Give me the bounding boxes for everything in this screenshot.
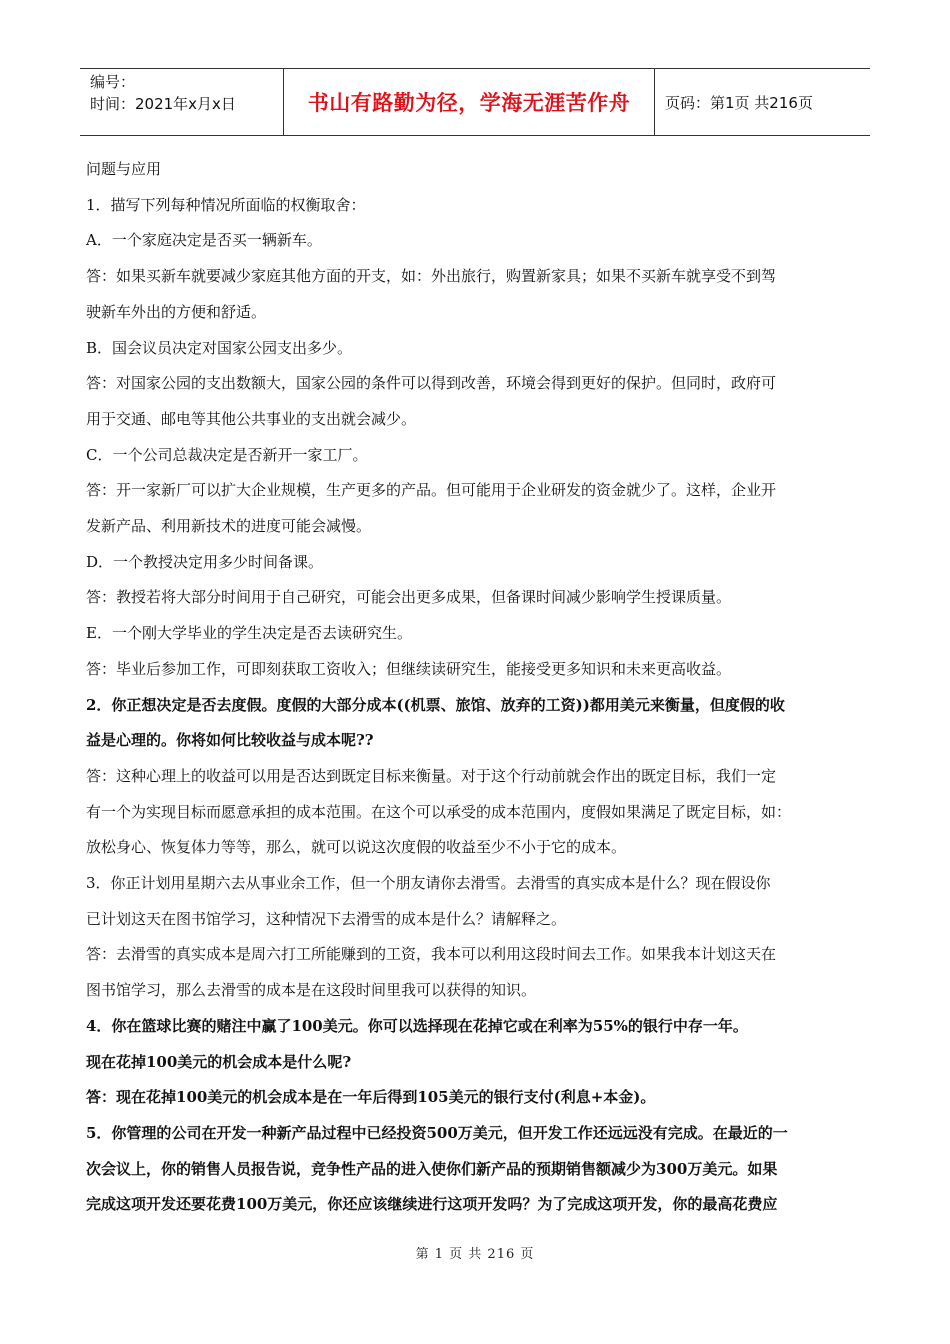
text-line: 答：对国家公园的支出数额大，国家公园的条件可以得到改善，环境会得到更好的保护。但同时，政府可 xyxy=(86,374,777,393)
text-line: 答：如果买新车就要减少家庭其他方面的开支，如：外出旅行，购置新家具；如果不买新车就享受不到驾 xyxy=(86,267,777,286)
number-label: 编号： xyxy=(90,73,136,91)
text-line: D．一个教授决定用多少时间备课。 xyxy=(86,552,324,571)
text-line: 用于交通、邮电等其他公共事业的支出就会减少。 xyxy=(86,409,417,428)
text-line: 答：开一家新厂可以扩大企业规模，生产更多的产品。但可能用于企业研发的资金就少了。这样，企业开 xyxy=(86,481,777,500)
motto-text: 书山有路勤为径，学海无涯苦作舟 xyxy=(307,91,631,115)
text-line: 图书馆学习，那么去滑雪的成本是在这段时间里我可以获得的知识。 xyxy=(86,981,537,1000)
document-body xyxy=(86,152,870,1223)
text-line: 有一个为实现目标而愿意承担的成本范围。在这个可以承受的成本范围内，度假如果满足了既定目标，如： xyxy=(86,802,792,821)
text-line: 4．你在篮球比赛的赌注中赢了100美元。你可以选择现在花掉它或在利率为55%的银行中存一年。 xyxy=(86,1016,748,1035)
text-line: 放松身心、恢复体力等等，那么，就可以说这次度假的收益至少不小于它的成本。 xyxy=(86,838,627,857)
page-info-text: 页码：第1页 共216页 xyxy=(665,93,813,112)
page-header xyxy=(80,68,870,136)
text-line: 现在花掉100美元的机会成本是什么呢? xyxy=(86,1052,352,1071)
text-line: 3．你正计划用星期六去从事业余工作，但一个朋友请你去滑雪。去滑雪的真实成本是什么？现在假设你 xyxy=(86,874,771,893)
text-line: 益是心理的。你将如何比较收益与成本呢?? xyxy=(86,731,374,750)
text-line: 答：教授若将大部分时间用于自己研究，可能会出更多成果，但备课时间减少影响学生授课质量。 xyxy=(86,588,732,607)
text-line: 答：去滑雪的真实成本是周六打工所能赚到的工资，我本可以利用这段时间去工作。如果我本计划这天在 xyxy=(86,945,777,964)
text-line: 1．描写下列每种情况所面临的权衡取舍： xyxy=(86,195,366,214)
text-line: 答：毕业后参加工作，可即刻获取工资收入；但继续读研究生，能接受更多知识和未来更高收益。 xyxy=(86,659,732,678)
header-page-info xyxy=(655,69,870,135)
text-line: 2．你正想决定是否去度假。度假的大部分成本((机票、旅馆、放弃的工资))都用美元来衡量，但度假的收 xyxy=(86,695,785,714)
text-line: 驶新车外出的方便和舒适。 xyxy=(86,302,267,321)
text-line: B．国会议员决定对国家公园支出多少。 xyxy=(86,338,353,357)
text-line: 完成这项开发还要花费100万美元，你还应该继续进行这项开发吗？为了完成这项开发，你的最高花费应 xyxy=(86,1195,778,1214)
text-line: A．一个家庭决定是否买一辆新车。 xyxy=(86,231,322,250)
text-line: E．一个刚大学毕业的学生决定是否去读研究生。 xyxy=(86,624,412,643)
text-line: 答：现在花掉100美元的机会成本是在一年后得到105美元的银行支付(利息+本金)。 xyxy=(86,1088,656,1107)
page-footer: 第 1 页 共 216 页 xyxy=(415,1247,535,1262)
header-meta xyxy=(80,69,283,135)
header-motto xyxy=(283,69,655,135)
text-line: 发新产品、利用新技术的进度可能会减慢。 xyxy=(86,517,372,536)
text-line: 答：这种心理上的收益可以用是否达到既定目标来衡量。对于这个行动前就会作出的既定目标，我们一定 xyxy=(86,766,777,785)
time-label: 时间：2021年x月x日 xyxy=(90,95,236,113)
text-line: 问题与应用 xyxy=(86,160,162,178)
text-line: 已计划这天在图书馆学习，这种情况下去滑雪的成本是什么？请解释之。 xyxy=(86,909,567,928)
text-line: 次会议上，你的销售人员报告说，竞争性产品的进入使你们新产品的预期销售额减少为300万美元。如果 xyxy=(86,1159,778,1178)
text-line: 5．你管理的公司在开发一种新产品过程中已经投资500万美元，但开发工作还远远没有完成。在最近的一 xyxy=(86,1123,788,1142)
text-line: C．一个公司总裁决定是否新开一家工厂。 xyxy=(86,445,368,464)
